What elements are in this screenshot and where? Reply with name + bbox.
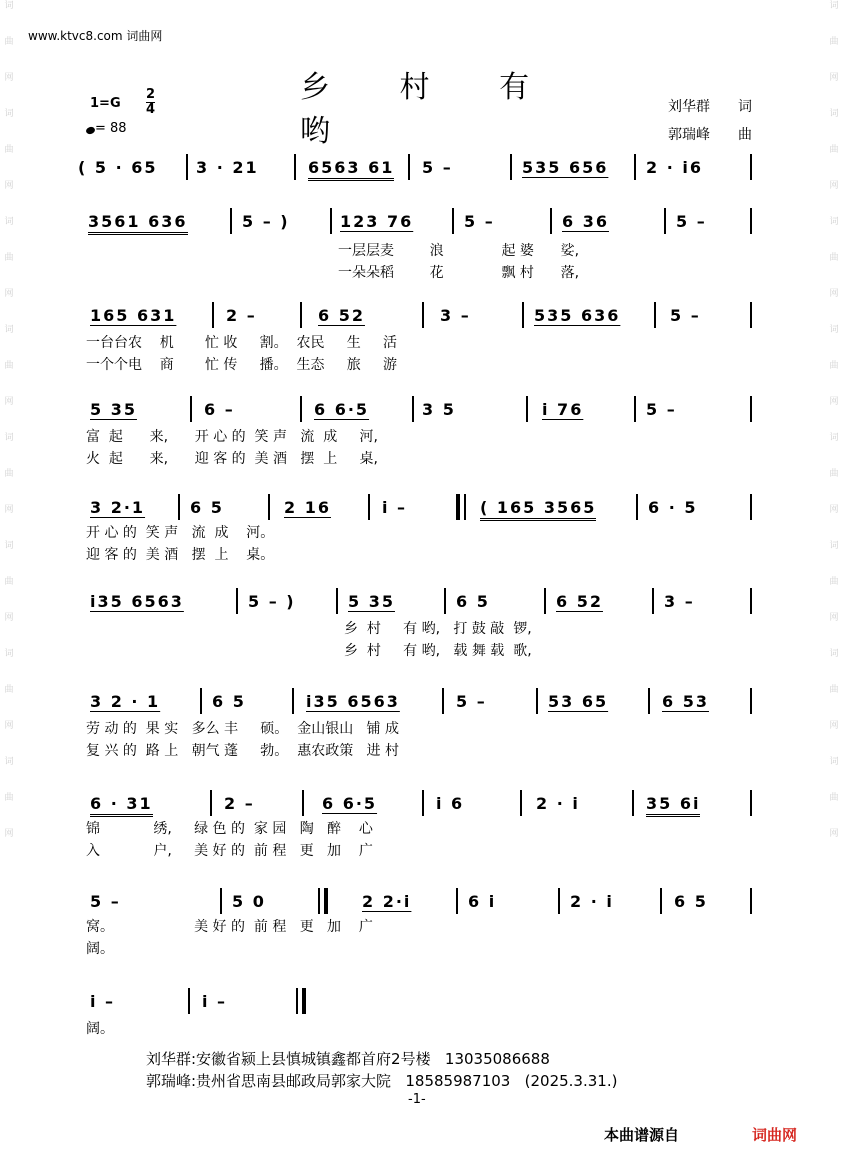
notation-measure: 165 631 [90, 306, 177, 325]
notation-row-5 [86, 490, 766, 520]
notation-measure: 53 65 [548, 692, 609, 711]
notation-measure: 5 – ) [242, 212, 290, 231]
notation-row-10 [86, 984, 766, 1014]
barline [520, 790, 522, 816]
notation-measure: i35 6563 [90, 592, 184, 611]
lyricist-contact: 刘华群:安徽省颍上县慎城镇鑫都首府2号楼 13035086688 [146, 1050, 550, 1068]
lyric-line: 火 起 来, 迎 客 的 美 酒 摆 上 桌, [86, 451, 378, 467]
barline [456, 888, 458, 914]
time-signature [146, 88, 155, 117]
barline [186, 154, 188, 180]
key-signature: 1=G [90, 96, 121, 111]
barline [522, 302, 524, 328]
notation-measure: 6 5 [190, 498, 224, 517]
notation-measure: 535 656 [522, 158, 609, 177]
notation-measure: 535 636 [534, 306, 621, 325]
lyric-line: 劳 动 的 果 实 多么 丰 硕。 金山银山 铺 成 [86, 721, 400, 737]
notation-row-9 [86, 884, 766, 914]
barline [750, 396, 752, 422]
site-url: www.ktvc8.com 词曲网 [28, 29, 163, 43]
notation-measure: 6 · 31 [90, 794, 153, 817]
lyric-line: 阔。 [86, 941, 114, 957]
barline [544, 588, 546, 614]
lyric-line: 一朵朵稻 花 飘 村 落, [338, 265, 580, 281]
barline [750, 790, 752, 816]
meter-top: 2 [146, 87, 156, 102]
notation-measure: 2 · i [536, 794, 580, 813]
notation-measure: 6 – [204, 400, 235, 419]
lyric-line: 乡 村 有 哟, 打 鼓 敲 锣, [344, 621, 532, 637]
barline [190, 396, 192, 422]
barline [536, 688, 538, 714]
notation-row-6 [86, 584, 766, 614]
barline [336, 588, 338, 614]
barline [230, 208, 232, 234]
composer-contact: 郭瑞峰:贵州省思南县邮政局郭家大院 18585987103 (2025.3.31.) [146, 1072, 618, 1090]
notation-row-7 [86, 684, 766, 714]
notation-measure: 5 – ) [248, 592, 296, 611]
barline [550, 208, 552, 234]
barline [660, 888, 662, 914]
notation-measure: 6 5 [456, 592, 490, 611]
notation-measure: 5 – [456, 692, 487, 711]
barline [636, 494, 638, 520]
barline [558, 888, 560, 914]
barline [302, 790, 304, 816]
barline [422, 790, 424, 816]
lyric-line: 一台台农 机 忙 收 割。 农民 生 活 [86, 335, 398, 351]
notation-row-8 [86, 786, 766, 816]
notation-measure: 3 – [440, 306, 471, 325]
barline [178, 494, 180, 520]
notation-measure: 6 36 [562, 212, 609, 231]
notation-measure: 5 – [676, 212, 707, 231]
barline [268, 494, 270, 520]
barline [200, 688, 202, 714]
notation-measure: ( 5 · 65 [78, 158, 158, 177]
barline [634, 154, 636, 180]
lyric-line: 入 户, 美 好 的 前 程 更 加 广 [86, 843, 373, 859]
repeat-barline [456, 494, 460, 520]
barline [510, 154, 512, 180]
barline [300, 396, 302, 422]
lyric-line: 富 起 来, 开 心 的 笑 声 流 成 河, [86, 429, 378, 445]
meter-bottom: 4 [146, 102, 156, 117]
notation-measure: 2 16 [284, 498, 331, 517]
notation-measure: 6 5 [674, 892, 708, 911]
barline [750, 302, 752, 328]
notation-measure: 6 53 [662, 692, 709, 711]
notation-row-4 [86, 392, 766, 422]
notation-measure: 6 6·5 [322, 794, 378, 813]
barline [526, 396, 528, 422]
notation-measure: i 6 [436, 794, 465, 813]
notation-measure: 6 6·5 [314, 400, 370, 419]
lyric-line: 锦 绣, 绿 色 的 家 园 陶 醉 心 [86, 821, 373, 837]
song-title: 乡 村 有 哟 [300, 70, 560, 149]
barline [408, 154, 410, 180]
notation-measure: 6 5 [212, 692, 246, 711]
notation-measure: 2 – [226, 306, 257, 325]
notation-measure: 5 – [670, 306, 701, 325]
notation-measure: 3 2 · 1 [90, 692, 161, 711]
notation-measure: i35 6563 [306, 692, 400, 711]
barline [750, 688, 752, 714]
barline [422, 302, 424, 328]
notation-row-1 [78, 150, 766, 180]
barline [464, 494, 466, 520]
notation-measure: i 76 [542, 400, 584, 419]
barline [452, 208, 454, 234]
notation-measure: 6 · 5 [648, 498, 698, 517]
composer-credit: 郭瑞峰 曲 [668, 127, 752, 143]
notation-row-2 [86, 204, 766, 234]
lyric-line: 一个个电 商 忙 传 播。 生态 旅 游 [86, 357, 398, 373]
lyric-line: 阔。 [86, 1021, 114, 1037]
barline [412, 396, 414, 422]
notation-measure: 3 5 [422, 400, 456, 419]
right-watermark-strip: 词 曲 网 词 曲 网 词 曲 网 词 曲 网 词 曲 网 词 曲 网 词 曲 网 词 曲 网 [829, 1, 839, 839]
lyric-line: 窝。 美 好 的 前 程 更 加 广 [86, 919, 373, 935]
left-watermark-strip: 词 曲 网 词 曲 网 词 曲 网 词 曲 网 词 曲 网 词 曲 网 词 曲 网 词 曲 网 [4, 1, 14, 839]
barline [368, 494, 370, 520]
notation-measure: 5 35 [90, 400, 137, 419]
barline [330, 208, 332, 234]
notation-measure: 3561 636 [88, 212, 188, 235]
notation-measure: 5 – [422, 158, 453, 177]
notation-row-3 [86, 298, 766, 328]
notation-measure: i – [382, 498, 408, 517]
notation-measure: 3 · 21 [196, 158, 259, 177]
notation-measure: 6 52 [318, 306, 365, 325]
notation-measure: 5 – [646, 400, 677, 419]
barline [294, 154, 296, 180]
notation-measure: 2 · i [570, 892, 614, 911]
notation-measure: 5 0 [232, 892, 266, 911]
notation-measure: 5 – [90, 892, 121, 911]
page-number: -1- [408, 1092, 426, 1107]
lyric-line: 乡 村 有 哟, 载 舞 载 歌, [344, 643, 532, 659]
notation-measure: 35 6i [646, 794, 700, 817]
notation-measure: 6 i [468, 892, 497, 911]
lyric-line: 一层层麦 浪 起 婆 娑, [338, 243, 580, 259]
repeat-barline [324, 888, 328, 914]
barline [300, 302, 302, 328]
notation-measure: 3 2·1 [90, 498, 146, 517]
source-brand-logo[interactable]: 词曲网 [752, 1126, 798, 1144]
barline [750, 588, 752, 614]
barline [210, 790, 212, 816]
barline [442, 688, 444, 714]
source-label: 本曲谱源自 [604, 1126, 680, 1144]
notation-measure: 6 52 [556, 592, 603, 611]
lyric-line: 复 兴 的 路 上 朝气 蓬 勃。 惠农政策 进 村 [86, 743, 400, 759]
notation-measure: 6563 61 [308, 158, 394, 181]
lyric-line: 迎 客 的 美 酒 摆 上 桌。 [86, 547, 275, 563]
barline [750, 494, 752, 520]
barline [212, 302, 214, 328]
barline [634, 396, 636, 422]
notation-measure: 2 · i6 [646, 158, 703, 177]
lyricist-credit: 刘华群 词 [668, 99, 752, 115]
barline [236, 588, 238, 614]
notation-measure: 5 – [464, 212, 495, 231]
barline [318, 888, 320, 914]
barline [654, 302, 656, 328]
lyric-line: 开 心 的 笑 声 流 成 河。 [86, 525, 275, 541]
tempo-marking: = 88 [86, 121, 127, 136]
barline [652, 588, 654, 614]
barline [648, 688, 650, 714]
barline [220, 888, 222, 914]
notation-measure: 2 – [224, 794, 255, 813]
barline [292, 688, 294, 714]
barline [188, 988, 190, 1014]
notation-measure: i – [202, 992, 228, 1011]
final-barline [302, 988, 306, 1014]
notation-measure: 2 2·i [362, 892, 412, 911]
notation-measure: 5 35 [348, 592, 395, 611]
barline [750, 208, 752, 234]
notation-measure: 123 76 [340, 212, 414, 231]
barline [750, 154, 752, 180]
notation-measure: ( 165 3565 [480, 498, 596, 521]
barline [750, 888, 752, 914]
notation-measure: 3 – [664, 592, 695, 611]
barline [664, 208, 666, 234]
barline [632, 790, 634, 816]
barline [296, 988, 298, 1014]
barline [444, 588, 446, 614]
notation-measure: i – [90, 992, 116, 1011]
